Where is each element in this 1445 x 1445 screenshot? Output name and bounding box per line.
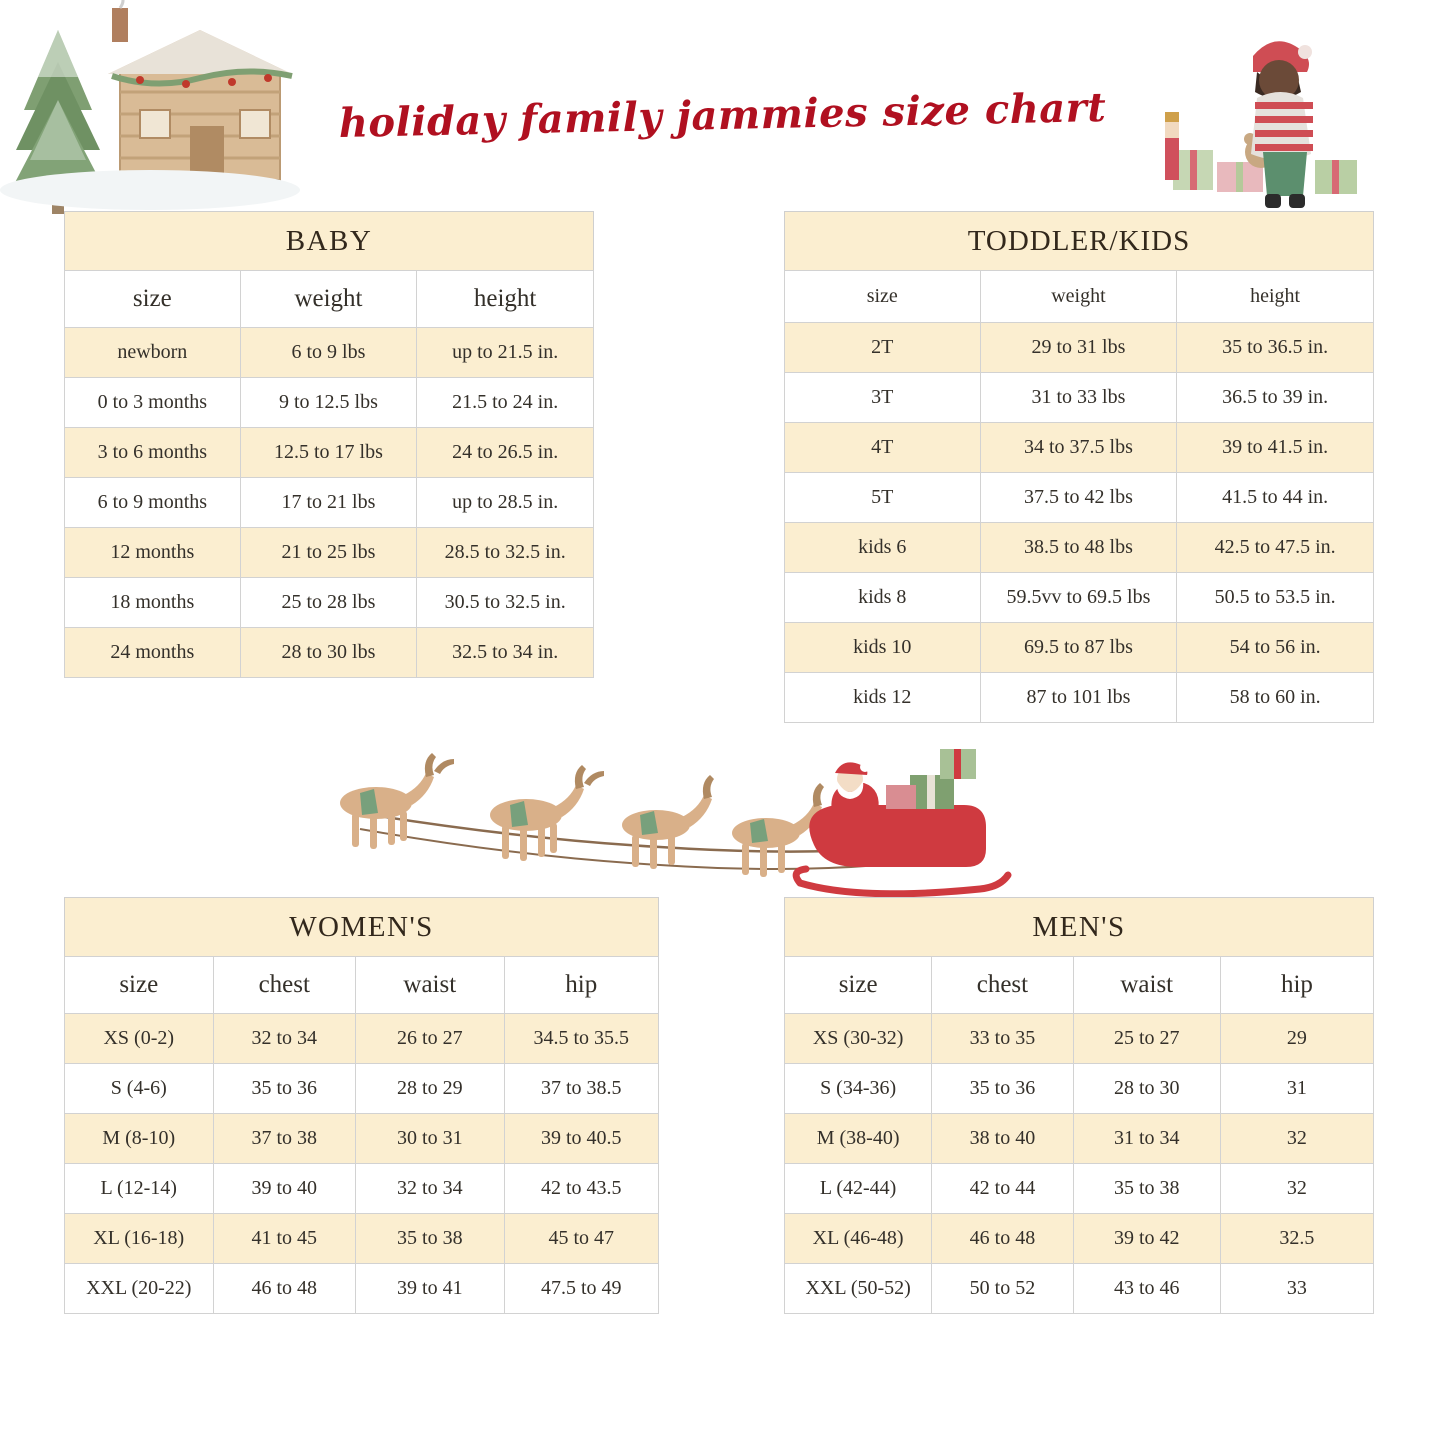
table-row [785,523,1374,573]
cell-weight: 6 to 9 lbs [240,328,417,378]
cell-hip: 37 to 38.5 [504,1064,658,1114]
column-header-chest: chest [213,957,356,1014]
cell-weight: 29 to 31 lbs [980,323,1177,373]
cell-height: 35 to 36.5 in. [1177,323,1374,373]
cell-hip: 45 to 47 [504,1214,658,1264]
cell-size: S (4-6) [65,1064,214,1114]
column-header-waist: waist [1073,957,1220,1014]
cell-hip: 42 to 43.5 [504,1164,658,1214]
cell-size: XS (0-2) [65,1014,214,1064]
column-header-size: size [65,957,214,1014]
cell-size: 6 to 9 months [65,478,241,528]
cell-waist: 35 to 38 [356,1214,505,1264]
cell-waist: 30 to 31 [356,1114,505,1164]
cell-size: XS (30-32) [785,1014,932,1064]
cell-size: kids 8 [785,573,981,623]
column-header-chest: chest [932,957,1073,1014]
cell-weight: 25 to 28 lbs [240,578,417,628]
cell-waist: 35 to 38 [1073,1164,1220,1214]
cell-height: 30.5 to 32.5 in. [417,578,594,628]
cell-hip: 34.5 to 35.5 [504,1014,658,1064]
cell-height: 39 to 41.5 in. [1177,423,1374,473]
cell-size: 24 months [65,628,241,678]
table-row [785,473,1374,523]
table-row [65,1214,659,1264]
column-header-size: size [65,271,241,328]
cell-size: newborn [65,328,241,378]
cell-hip: 32 [1220,1164,1373,1214]
cell-height: 54 to 56 in. [1177,623,1374,673]
cell-weight: 12.5 to 17 lbs [240,428,417,478]
table-row [785,673,1374,723]
cell-chest: 50 to 52 [932,1264,1073,1314]
cell-size: L (12-14) [65,1164,214,1214]
cell-height: 58 to 60 in. [1177,673,1374,723]
column-header-hip: hip [504,957,658,1014]
table-row [65,1164,659,1214]
cell-waist: 39 to 41 [356,1264,505,1314]
table-row [785,423,1374,473]
table-header-row [785,957,1374,1014]
table-header-row [785,271,1374,323]
column-header-weight: weight [980,271,1177,323]
cell-chest: 33 to 35 [932,1014,1073,1064]
cell-hip: 32.5 [1220,1214,1373,1264]
cell-size: 18 months [65,578,241,628]
cell-chest: 41 to 45 [213,1214,356,1264]
cell-weight: 38.5 to 48 lbs [980,523,1177,573]
cell-waist: 26 to 27 [356,1014,505,1064]
cell-waist: 43 to 46 [1073,1264,1220,1314]
cell-size: 2T [785,323,981,373]
cell-weight: 37.5 to 42 lbs [980,473,1177,523]
cell-height: up to 21.5 in. [417,328,594,378]
cell-chest: 46 to 48 [213,1264,356,1314]
column-header-hip: hip [1220,957,1373,1014]
cell-size: kids 10 [785,623,981,673]
cell-chest: 46 to 48 [932,1214,1073,1264]
table-header-row [65,957,659,1014]
table-row [65,1014,659,1064]
toddler-kids-size-table [784,211,1374,723]
cell-size: 0 to 3 months [65,378,241,428]
cell-size: XL (16-18) [65,1214,214,1264]
cell-size: kids 12 [785,673,981,723]
column-header-size: size [785,957,932,1014]
baby-table-caption: BABY [64,211,594,270]
cell-size: M (38-40) [785,1114,932,1164]
table-row [65,328,594,378]
table-row [65,478,594,528]
cell-weight: 31 to 33 lbs [980,373,1177,423]
cell-weight: 21 to 25 lbs [240,528,417,578]
cell-waist: 32 to 34 [356,1164,505,1214]
cell-chest: 35 to 36 [932,1064,1073,1114]
column-header-size: size [785,271,981,323]
cell-height: 50.5 to 53.5 in. [1177,573,1374,623]
cell-height: 42.5 to 47.5 in. [1177,523,1374,573]
cell-size: XXL (50-52) [785,1264,932,1314]
column-header-weight: weight [240,271,417,328]
cell-height: 32.5 to 34 in. [417,628,594,678]
table-row [65,528,594,578]
cell-weight: 59.5vv to 69.5 lbs [980,573,1177,623]
cell-size: XXL (20-22) [65,1264,214,1314]
mens-table-caption: MEN'S [784,897,1374,956]
table-row [785,1264,1374,1314]
cell-chest: 38 to 40 [932,1114,1073,1164]
cell-size: 5T [785,473,981,523]
womens-size-table [64,897,659,1314]
cell-size: 4T [785,423,981,473]
cell-waist: 31 to 34 [1073,1114,1220,1164]
toddler-table-caption: TODDLER/KIDS [784,211,1374,270]
cell-hip: 39 to 40.5 [504,1114,658,1164]
cell-waist: 25 to 27 [1073,1014,1220,1064]
cell-size: S (34-36) [785,1064,932,1114]
table-header-row [65,271,594,328]
table-row [785,623,1374,673]
table-row [785,323,1374,373]
cell-weight: 87 to 101 lbs [980,673,1177,723]
table-row [785,1214,1374,1264]
cell-size: 3T [785,373,981,423]
column-header-height: height [1177,271,1374,323]
table-row [785,573,1374,623]
cell-hip: 47.5 to 49 [504,1264,658,1314]
table-row [785,1064,1374,1114]
cell-size: 3 to 6 months [65,428,241,478]
baby-size-table [64,211,594,678]
cell-weight: 17 to 21 lbs [240,478,417,528]
womens-table-caption: WOMEN'S [64,897,659,956]
cell-hip: 29 [1220,1014,1373,1064]
table-row [65,578,594,628]
table-row [65,378,594,428]
table-row [785,373,1374,423]
table-row [65,1264,659,1314]
table-row [65,1064,659,1114]
table-row [65,428,594,478]
column-header-height: height [417,271,594,328]
cell-waist: 28 to 30 [1073,1064,1220,1114]
santa-sleigh-reindeer-icon [320,735,1020,905]
cell-size: M (8-10) [65,1114,214,1164]
cell-chest: 35 to 36 [213,1064,356,1114]
table-row [65,628,594,678]
cell-height: 21.5 to 24 in. [417,378,594,428]
cell-chest: 42 to 44 [932,1164,1073,1214]
cell-size: 12 months [65,528,241,578]
cell-chest: 37 to 38 [213,1114,356,1164]
table-row [785,1114,1374,1164]
cell-size: kids 6 [785,523,981,573]
table-row [785,1164,1374,1214]
page-title: holiday family jammies size chart [338,83,1107,148]
cell-waist: 39 to 42 [1073,1214,1220,1264]
cell-hip: 32 [1220,1114,1373,1164]
cell-chest: 39 to 40 [213,1164,356,1214]
cell-height: 24 to 26.5 in. [417,428,594,478]
cell-waist: 28 to 29 [356,1064,505,1114]
cell-hip: 31 [1220,1064,1373,1114]
cell-size: L (42-44) [785,1164,932,1214]
cell-weight: 28 to 30 lbs [240,628,417,678]
cell-chest: 32 to 34 [213,1014,356,1064]
cell-height: up to 28.5 in. [417,478,594,528]
cell-weight: 69.5 to 87 lbs [980,623,1177,673]
table-row [785,1014,1374,1064]
cell-weight: 34 to 37.5 lbs [980,423,1177,473]
cell-height: 28.5 to 32.5 in. [417,528,594,578]
column-header-waist: waist [356,957,505,1014]
table-row [65,1114,659,1164]
cell-weight: 9 to 12.5 lbs [240,378,417,428]
mens-size-table [784,897,1374,1314]
cell-height: 41.5 to 44 in. [1177,473,1374,523]
cell-hip: 33 [1220,1264,1373,1314]
cell-size: XL (46-48) [785,1214,932,1264]
cell-height: 36.5 to 39 in. [1177,373,1374,423]
